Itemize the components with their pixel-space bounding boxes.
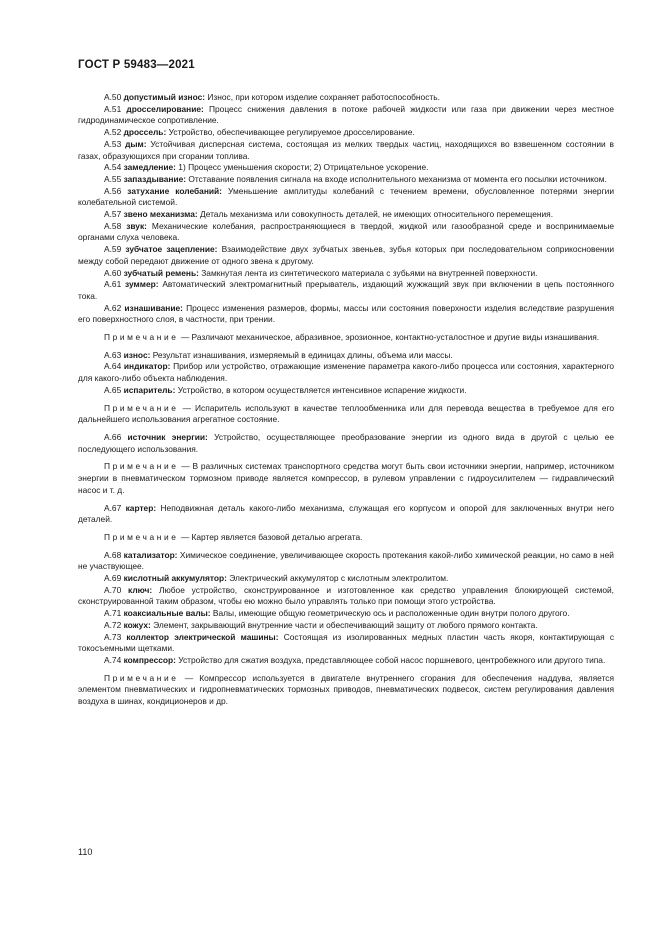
- definition-entry: [78, 361, 614, 384]
- entry-term: запаздывание:: [123, 173, 187, 184]
- entry-term: компрессор:: [123, 654, 176, 665]
- definition-entry: [78, 279, 614, 302]
- note-paragraph: [78, 532, 614, 544]
- entry-number: А.52: [104, 127, 122, 138]
- definition-entry: [78, 350, 614, 362]
- entry-number: А.67: [104, 502, 122, 513]
- entry-term: ключ:: [128, 584, 153, 595]
- entry-term: кожух:: [123, 619, 151, 630]
- note-label: Примечание: [104, 531, 179, 542]
- entry-term: звук:: [126, 220, 147, 231]
- entry-definition: Отставание появления сигнала на входе исполнительного механизма от момента его посылки источником.: [188, 173, 607, 184]
- entry-term: изнашивание:: [124, 302, 183, 313]
- note-label: Примечание: [104, 461, 179, 472]
- entry-definition: Состоящая из изолированных медных пластин часть якоря, контактирующая с токосъемными щетками.: [78, 631, 615, 654]
- entry-definition: Устройство для сжатия воздуха, представляющее собой насос поршневого, центробежного или другого типа.: [178, 654, 606, 665]
- definition-entry: [78, 221, 614, 244]
- note-text: — Испаритель используют в качестве теплообменника или для перевода вещества в требуемое для его дальнейшего использования агрегатное состояние.: [78, 402, 615, 425]
- entry-definition: Износ, при котором изделие сохраняет работоспособность.: [207, 92, 440, 102]
- entry-term: затухание колебаний:: [127, 185, 222, 196]
- entry-number: А.72: [104, 619, 122, 630]
- definition-entry: [78, 127, 614, 139]
- entry-definition: Результат изнашивания, измеряемый в единицах длины, объема или массы.: [152, 349, 453, 360]
- note-paragraph: [78, 403, 614, 426]
- entry-number: А.71: [104, 608, 122, 619]
- document-body: [78, 92, 614, 714]
- entry-definition: Уменьшение амплитуды колебаний с течением времени, обусловленное потерями энергии колебательной системой.: [78, 185, 615, 208]
- entry-term: зуммер:: [125, 279, 159, 290]
- definition-entry: [78, 550, 614, 573]
- definition-entry: [78, 655, 614, 667]
- entry-number: А.62: [104, 302, 122, 313]
- definition-entry: [78, 139, 614, 162]
- note-paragraph: [78, 332, 614, 344]
- entry-definition: Элемент, закрывающий внутренние части и обеспечивающий защиту от любого прямого контакта.: [153, 619, 538, 630]
- definition-entry: [78, 385, 614, 397]
- note-text: — Различают механическое, абразивное, эрозионное, контактно-усталостное и другие виды изнашивания.: [180, 332, 600, 343]
- entry-number: А.50: [104, 92, 122, 102]
- entry-definition: Устройство, обеспечивающее регулируемое дросселирование.: [168, 127, 415, 138]
- entry-term: допустимый износ:: [123, 92, 206, 102]
- entry-term: кислотный аккумулятор:: [123, 573, 227, 584]
- entry-definition: 1) Процесс уменьшения скорости; 2) Отрицательное ускорение.: [178, 162, 429, 173]
- entry-number: А.54: [104, 162, 122, 173]
- entry-term: картер:: [125, 502, 157, 513]
- entry-definition: Неподвижная деталь какого-либо механизма, служащая его корпусом и опорой для заключенных внутри него деталей.: [78, 502, 614, 525]
- entry-number: А.70: [104, 584, 122, 595]
- entry-definition: Деталь механизма или совокупность деталей, не имеющих относительного перемещения.: [200, 209, 554, 220]
- entry-number: А.53: [104, 138, 122, 149]
- entry-number: А.66: [104, 431, 122, 442]
- definition-entry: [78, 244, 614, 267]
- definition-entry: [78, 608, 614, 620]
- note-label: Примечание: [104, 332, 179, 343]
- definition-entry: [78, 573, 614, 585]
- entry-number: А.74: [104, 654, 122, 665]
- definition-entry: [78, 268, 614, 280]
- entry-number: А.55: [104, 173, 122, 184]
- note-paragraph: [78, 461, 614, 496]
- entry-definition: Электрический аккумулятор с кислотным электролитом.: [229, 573, 449, 584]
- entry-definition: Процесс снижения давления в потоке рабочей жидкости или газа при движении через местное гидродинамическое сопротивление.: [78, 103, 614, 126]
- page-number: 110: [78, 847, 93, 857]
- note-text: — В различных системах транспортного средства могут быть свои источники энергии, например, источником энергии в пневматическом тормозном приводе является компрессор, в рулевом управлении с гидроусилителем — гидравлический насос и т. д.: [78, 461, 614, 495]
- entry-number: А.51: [104, 103, 122, 114]
- entry-number: А.57: [104, 209, 122, 220]
- entry-term: зубчатый ремень:: [123, 267, 199, 278]
- entry-definition: Автоматический электромагнитный прерыватель, издающий жужжащий звук при включении в цепь постоянного тока.: [78, 279, 615, 301]
- entry-number: А.58: [104, 220, 122, 231]
- definition-entry: [78, 503, 614, 526]
- entry-term: дросселирование:: [126, 103, 204, 114]
- entry-term: дроссель:: [123, 127, 167, 138]
- entry-term: дым:: [125, 138, 147, 149]
- entry-number: А.56: [104, 185, 122, 196]
- definition-entry: [78, 632, 614, 655]
- entry-definition: Устройство, осуществляющее преобразование энергии из одного вида в другой с целью ее последующего использования.: [78, 431, 615, 454]
- entry-number: А.73: [104, 631, 122, 642]
- entry-term: катализатор:: [123, 549, 178, 560]
- definition-entry: [78, 186, 614, 209]
- entry-definition: Любое устройство, сконструированное и изготовленное как средство управления блокирующей системой, сконструированной таким образом, чтобы ею можно было управлять только при помощи этого устройства.: [78, 584, 615, 607]
- entry-definition: Валы, имеющие общую геометрическую ось и расположенные один внутри полого другого.: [212, 608, 570, 619]
- note-label: Примечание: [104, 672, 179, 683]
- entry-definition: Механические колебания, распространяющиеся в твердой, жидкой или газообразной среде и воспринимаемые органами слуха человека.: [78, 220, 615, 243]
- entry-term: коллектор электрической машины:: [126, 631, 279, 642]
- definition-entry: [78, 104, 614, 127]
- definition-entry: [78, 162, 614, 174]
- definition-entry: [78, 620, 614, 632]
- note-label: Примечание: [104, 402, 179, 413]
- entry-term: источник энергии:: [127, 431, 208, 442]
- entry-definition: Замкнутая лента из синтетического материала с зубьями на внутренней поверхности.: [201, 267, 538, 278]
- entry-definition: Прибор или устройство, отражающие изменение параметра какого-либо процесса или состояния, характерного для какого-либо объекта наблюдения.: [78, 361, 614, 384]
- entry-definition: Химическое соединение, увеличивающее скорость протекания какой-либо химической реакции, но само в ней не участвующее.: [78, 549, 614, 572]
- entry-definition: Устойчивая дисперсная система, состоящая из мелких твердых частиц, находящихся во взвешенном состоянии в газах, образующихся при сгорании топлива.: [78, 138, 614, 161]
- entry-number: А.65: [104, 384, 122, 395]
- entry-number: А.61: [104, 279, 122, 290]
- note-text: — Картер является базовой деталью агрегата.: [180, 531, 363, 542]
- entry-term: замедление:: [123, 162, 176, 173]
- definition-entry: [78, 209, 614, 221]
- entry-number: А.68: [104, 549, 122, 560]
- entry-term: износ:: [123, 349, 151, 360]
- entry-definition: Устройство, в котором осуществляется интенсивное испарение жидкости.: [177, 384, 467, 395]
- entry-number: А.64: [104, 361, 122, 372]
- entry-definition: Взаимодействие двух зубчатых звеньев, зубья которых при последовательном соприкосновении между собой передают движение от одного звена к другому.: [78, 244, 615, 266]
- note-paragraph: [78, 673, 614, 708]
- entry-number: А.59: [104, 244, 122, 255]
- entry-term: испаритель:: [123, 384, 176, 395]
- document-header: ГОСТ Р 59483—2021: [78, 59, 195, 71]
- note-text: — Компрессор используется в двигателе внутреннего сгорания для обеспечения наддува, является элементом пневматических и гидропневматических тормозных приводов, пневматических подвесок, систем регулирования давления воздуха в шинах, кондиционеров и др.: [78, 672, 615, 707]
- entry-term: коаксиальные валы:: [123, 608, 211, 619]
- entry-term: звено механизма:: [123, 209, 198, 220]
- definition-entry: [78, 174, 614, 186]
- definition-entry: [78, 92, 614, 104]
- entry-definition: Процесс изменения размеров, формы, массы или состояния поверхности изделия вследствие разрушения его поверхностного слоя, в частности, при трении.: [78, 302, 614, 325]
- entry-number: А.63: [104, 349, 122, 360]
- entry-number: А.69: [104, 573, 122, 584]
- entry-term: зубчатое зацепление:: [125, 244, 218, 255]
- definition-entry: [78, 432, 614, 455]
- definition-entry: [78, 585, 614, 608]
- entry-term: индикатор:: [123, 361, 171, 372]
- entry-number: А.60: [104, 267, 122, 278]
- definition-entry: [78, 303, 614, 326]
